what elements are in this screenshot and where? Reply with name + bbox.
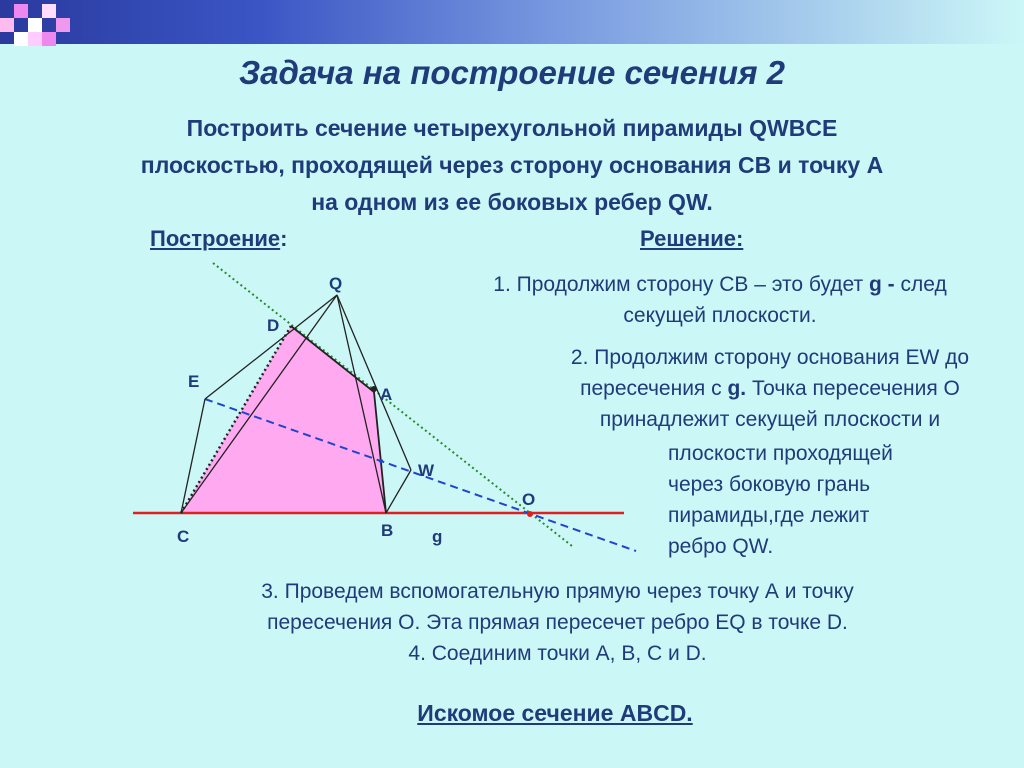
section-abcd xyxy=(181,326,386,513)
task-line: плоскостью, проходящей через сторону основания СВ и точку А xyxy=(140,152,884,178)
task-line: Построить сечение четырехугольной пирамиды QWBCE xyxy=(186,115,838,141)
task-line: на одном из ее боковых ребер QW. xyxy=(311,189,713,215)
construction-header: Построение: xyxy=(150,226,288,251)
final-answer: Искомое сечение ABCD. xyxy=(417,700,693,726)
label-a: A xyxy=(380,385,393,404)
label-b: B xyxy=(381,521,394,540)
label-o: O xyxy=(522,490,536,509)
step-2-cont: плоскости проходящей через боковую грань пирамиды,где лежит ребро QW. xyxy=(668,442,893,558)
step-2: 2. Продолжим сторону основания EW до пересечения с g. Точка пересечения О принадлежит секущей плоскости и xyxy=(570,346,970,431)
point-o xyxy=(527,511,533,517)
step-1: 1. Продолжим сторону СВ – это будет g - след секущей плоскости. xyxy=(493,273,947,327)
label-d: D xyxy=(267,316,280,335)
label-w: W xyxy=(418,461,435,480)
label-c: C xyxy=(177,527,190,546)
label-q: Q xyxy=(329,274,343,293)
label-e: E xyxy=(188,372,200,391)
step-3-4: 3. Проведем вспомогательную прямую через точку А и точку пересечения О. Эта прямая пересечет ребро EQ в точке D. 4. Соединим точки А, В, С и D. xyxy=(261,580,854,665)
point-w-mark xyxy=(379,459,383,463)
solution-header: Решение: xyxy=(640,226,744,251)
label-g: g xyxy=(432,527,443,546)
point-a xyxy=(371,386,377,392)
page-title: Задача на построение сечения 2 xyxy=(238,54,786,91)
